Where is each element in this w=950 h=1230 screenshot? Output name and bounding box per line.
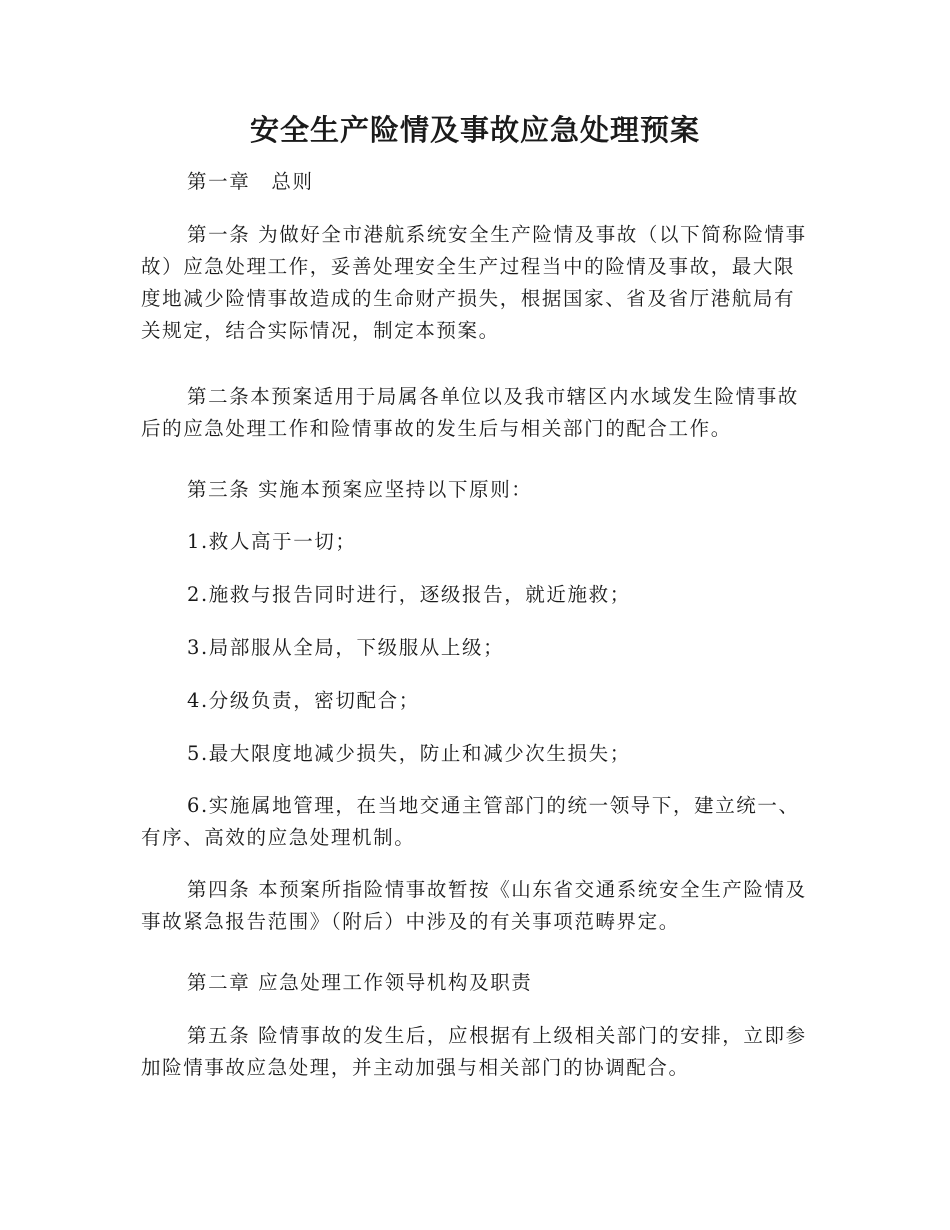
article-1-paragraph: 第一条 为做好全市港航系统安全生产险情及事故（以下简称险情事故）应急处理工作，妥善处理安全生产过程当中的险情及事故，最大限度地减少险情事故造成的生命财产损失，根据国家、省及省厅港航局有关规定，结合实际情况，制定本预案。 bbox=[141, 223, 807, 342]
article-4-paragraph: 第四条 本预案所指险情事故暂按《山东省交通系统安全生产险情及事故紧急报告范围》（附后）中涉及的有关事项范畴界定。 bbox=[141, 878, 807, 933]
principle-5: 5.最大限度地减少损失，防止和减少次生损失； bbox=[187, 742, 631, 765]
principle-2: 2.施救与报告同时进行，逐级报告，就近施救； bbox=[187, 583, 631, 606]
principle-4: 4.分级负责，密切配合； bbox=[187, 689, 420, 712]
principle-1: 1.救人高于一切； bbox=[187, 530, 357, 553]
article-2-paragraph: 第二条本预案适用于局属各单位以及我市辖区内水域发生险情事故后的应急处理工作和险情事故的发生后与相关部门的配合工作。 bbox=[141, 385, 799, 440]
chapter-1-heading: 第一章 总则 bbox=[187, 170, 314, 193]
chapter-2-heading: 第二章 应急处理工作领导机构及职责 bbox=[187, 971, 533, 994]
article-3-paragraph: 第三条 实施本预案应坚持以下原则： bbox=[187, 478, 533, 501]
principle-3: 3.局部服从全局，下级服从上级； bbox=[187, 636, 505, 659]
principle-6: 6.实施属地管理，在当地交通主管部门的统一领导下，建立统一、有序、高效的应急处理机制。 bbox=[141, 794, 800, 849]
article-5-paragraph: 第五条 险情事故的发生后，应根据有上级相关部门的安排，立即参加险情事故应急处理，并主动加强与相关部门的协调配合。 bbox=[141, 1024, 807, 1079]
document-title: 安全生产险情及事故应急处理预案 bbox=[249, 113, 700, 147]
